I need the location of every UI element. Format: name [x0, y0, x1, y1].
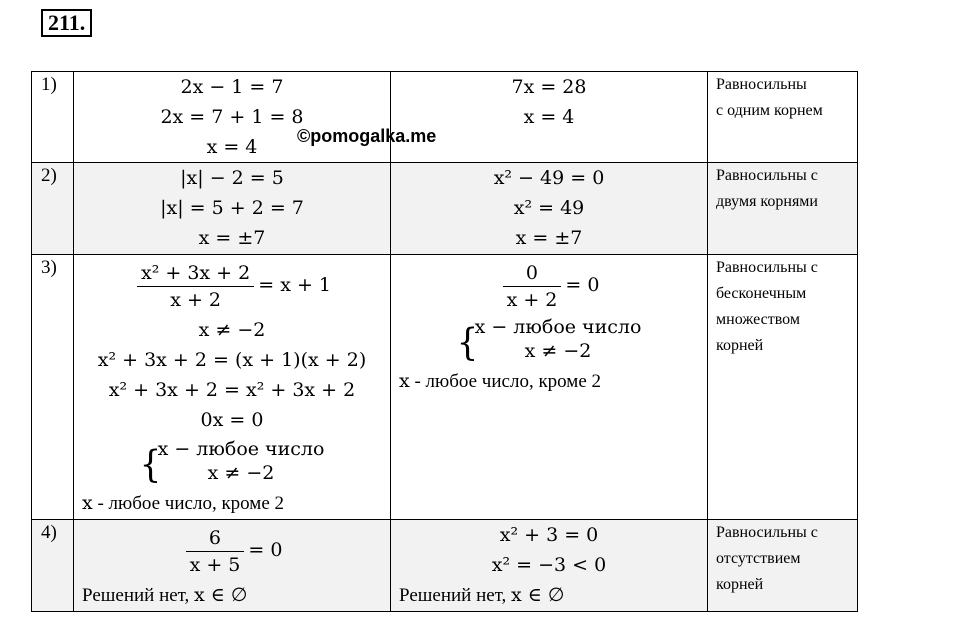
conclusion-line [74, 580, 390, 611]
right-equation-cell [391, 72, 708, 163]
conclusion-note: Равносильны с двумя корнями [708, 163, 858, 255]
system-line: x ≠ −2 [524, 340, 592, 362]
brace-icon: { [456, 321, 479, 365]
system-wrapper [74, 437, 390, 488]
right-equation-cell [391, 163, 708, 255]
equation-line: 7x = 28 [511, 76, 587, 98]
equation-line: 0x = 0 [200, 409, 264, 431]
table-row [32, 520, 858, 612]
right-equation-cell [391, 255, 708, 520]
left-equation-cell [74, 255, 391, 520]
fraction-denominator: x + 2 [506, 288, 558, 311]
equation-line: x = 4 [523, 106, 575, 128]
equation-line: x = 4 [206, 136, 258, 158]
equation-line: 2x − 1 = 7 [180, 76, 284, 98]
row-number: 2) [32, 163, 74, 255]
left-equation-cell [74, 520, 391, 612]
right-equation-cell [391, 520, 708, 612]
equation-line: x = ±7 [198, 227, 266, 249]
fraction-numerator: 6 [186, 525, 245, 552]
equation-line: |x| − 2 = 5 [180, 167, 284, 189]
fraction [186, 525, 245, 578]
equation-line: |x| = 5 + 2 = 7 [160, 197, 304, 219]
conclusion-text: - любое число, кроме 2 [92, 493, 285, 514]
row-number: 4) [32, 520, 74, 612]
fraction-equation [74, 255, 390, 315]
problem-number: 211. [41, 9, 92, 37]
fraction-numerator: x² + 3x + 2 [137, 260, 254, 287]
system-line: x − любое число [474, 316, 642, 338]
left-equation-cell [74, 163, 391, 255]
conclusion-note: Равносильны с одним корнем [708, 72, 858, 163]
fraction [137, 260, 254, 313]
conclusion-text: Решений нет, [82, 585, 195, 606]
conclusion-line [391, 580, 707, 611]
equation-line: x² = −3 < 0 [491, 554, 607, 576]
fraction-denominator: x + 2 [170, 288, 222, 311]
left-equation-cell [74, 72, 391, 163]
conclusion-variable: x [82, 492, 93, 514]
fraction-rhs: = 0 [565, 274, 600, 296]
watermark: ©pomogalka.me [297, 126, 437, 146]
fraction-rhs: = x + 1 [258, 274, 331, 296]
equation-line: x² + 3 = 0 [499, 524, 599, 546]
conclusion-note: Равносильны с бесконечным множеством корней [708, 255, 858, 520]
system-line: x ≠ −2 [207, 462, 275, 484]
conclusion-text: - любое число, кроме 2 [409, 371, 602, 392]
conclusion-math: x ∈ ∅ [194, 584, 248, 606]
brace-icon: { [139, 443, 162, 487]
table-row [32, 72, 858, 163]
fraction-numerator: 0 [503, 260, 562, 287]
equation-line: x² − 49 = 0 [493, 167, 605, 189]
fraction-equation [74, 520, 390, 580]
conclusion-variable: x [399, 370, 410, 392]
fraction-denominator: x + 5 [189, 553, 241, 576]
equation-line: x² + 3x + 2 = x² + 3x + 2 [108, 379, 356, 401]
equation-line: x = ±7 [515, 227, 583, 249]
fraction [503, 260, 562, 313]
equation-system [140, 437, 325, 485]
equation-line: x ≠ −2 [198, 319, 266, 341]
system-wrapper [391, 315, 707, 366]
row-number: 3) [32, 255, 74, 520]
conclusion-note: Равносильны с отсутствием корней [708, 520, 858, 612]
conclusion-line [74, 488, 390, 519]
row-number: 1) [32, 72, 74, 163]
conclusion-text: Решений нет, [399, 585, 512, 606]
equation-system [457, 315, 642, 363]
system-line: x − любое число [157, 438, 325, 460]
solution-table [31, 71, 858, 612]
equation-line: x² = 49 [513, 197, 585, 219]
conclusion-math: x ∈ ∅ [511, 584, 565, 606]
fraction-equation [391, 255, 707, 315]
fraction-rhs: = 0 [248, 539, 283, 561]
table-row [32, 255, 858, 520]
table-row [32, 163, 858, 255]
equation-line: 2x = 7 + 1 = 8 [160, 106, 304, 128]
conclusion-line [391, 366, 707, 397]
equation-line: x² + 3x + 2 = (x + 1)(x + 2) [97, 349, 367, 371]
